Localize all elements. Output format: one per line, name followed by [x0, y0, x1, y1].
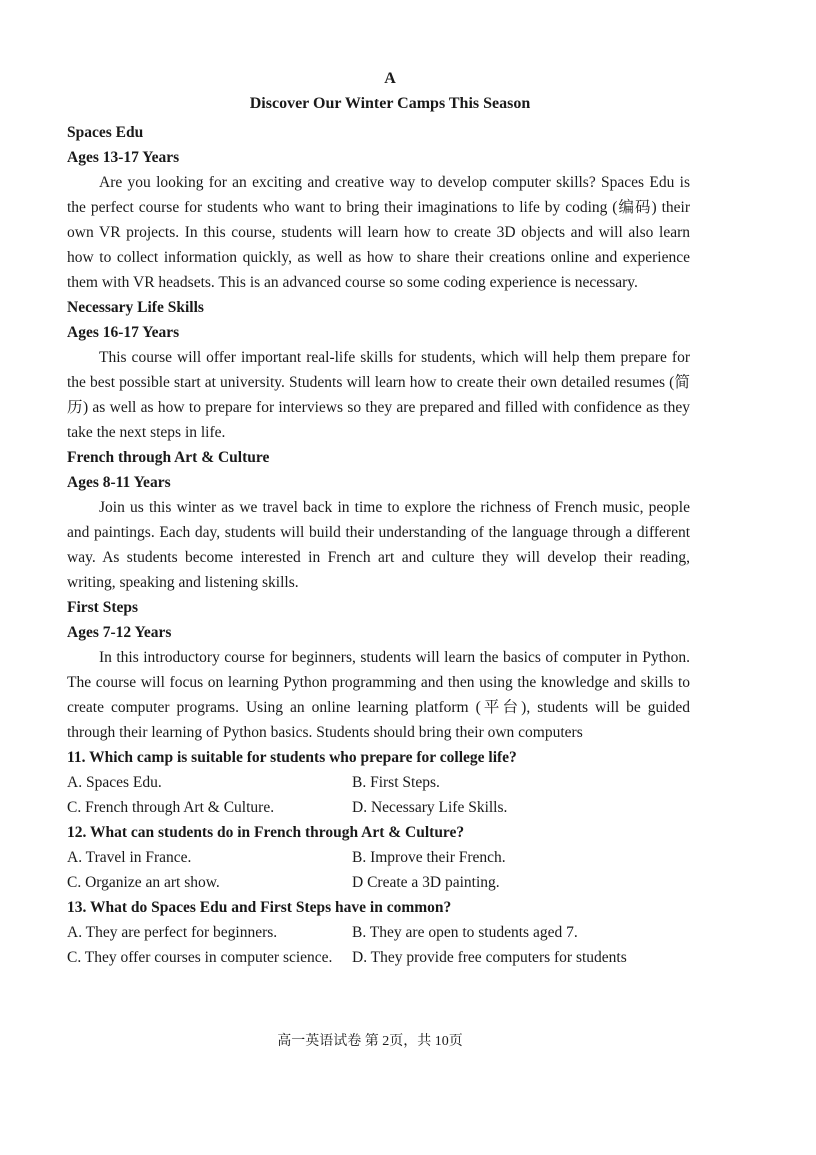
camp-description: In this introductory course for beginners, students will learn the basics of computer in Python. The course will focus on learning Python programming and then using the knowledge and skills to create computer programs. Using an online learning platform (平台), students will be guided through their learning of Python basics. Students should bring their own computers — [67, 649, 690, 741]
option-c: C. Organize an art show. — [67, 874, 220, 891]
camp-french-art-culture — [67, 445, 690, 595]
option-d: D. They provide free computers for students — [352, 949, 627, 966]
option-d: D. Necessary Life Skills. — [352, 799, 508, 816]
option-b: B. First Steps. — [352, 774, 440, 791]
camp-name: Spaces Edu — [67, 124, 144, 141]
passage-content — [67, 120, 690, 970]
option-a: A. Spaces Edu. — [67, 774, 162, 791]
camp-spaces-edu — [67, 120, 690, 295]
option-b: B. Improve their French. — [352, 849, 506, 866]
passage-title: Discover Our Winter Camps This Season — [249, 95, 531, 112]
question-text: 13. What do Spaces Edu and First Steps have in common? — [67, 899, 452, 916]
camp-necessary-life-skills — [67, 295, 690, 445]
option-a: A. They are perfect for beginners. — [67, 924, 278, 941]
camp-name: Necessary Life Skills — [67, 299, 204, 316]
camp-name: First Steps — [67, 599, 139, 616]
option-a: A. Travel in France. — [67, 849, 192, 866]
section-letter: A — [384, 70, 396, 87]
camp-description: Join us this winter as we travel back in time to explore the richness of French music, people and paintings. Each day, students will build their understanding of the language through a different way. As students become interested in French art and culture they will develop their reading, writing, speaking and listening skills. — [67, 499, 690, 591]
camp-ages: Ages 16-17 Years — [67, 324, 180, 341]
question-text: 11. Which camp is suitable for students who prepare for college life? — [67, 749, 517, 766]
question-12 — [67, 820, 690, 895]
option-c: C. They offer courses in computer science. — [67, 949, 333, 966]
camp-ages: Ages 8-11 Years — [67, 474, 171, 491]
answer-options — [67, 920, 690, 970]
answer-options — [67, 845, 690, 895]
page-footer: 高一英语试卷 第 2页，共 10页 — [277, 1034, 463, 1049]
option-d: D Create a 3D painting. — [352, 874, 500, 891]
question-13 — [67, 895, 690, 970]
camp-ages: Ages 13-17 Years — [67, 149, 180, 166]
camp-first-steps — [67, 595, 690, 745]
option-c: C. French through Art & Culture. — [67, 799, 275, 816]
camp-name: French through Art & Culture — [67, 449, 270, 466]
answer-options — [67, 770, 690, 820]
camp-ages: Ages 7-12 Years — [67, 624, 172, 641]
camp-description: This course will offer important real-life skills for students, which will help them prepare for the best possible start at university. Students will learn how to create their own detailed resumes (简历) as well as how to prepare for interviews so they are prepared and filled with confidence as they take the next steps in life. — [67, 349, 690, 441]
option-b: B. They are open to students aged 7. — [352, 924, 578, 941]
camp-description: Are you looking for an exciting and creative way to develop computer skills? Spaces Edu is the perfect course for students who want to bring their imaginations to life by coding (编码) their own VR projects. In this course, students will learn how to create 3D objects and will also learn how to collect information quickly, as well as how to share their creations online and experience them with VR headsets. This is an advanced course so some coding experience is necessary. — [67, 174, 690, 291]
question-text: 12. What can students do in French through Art & Culture? — [67, 824, 465, 841]
question-11 — [67, 745, 690, 820]
